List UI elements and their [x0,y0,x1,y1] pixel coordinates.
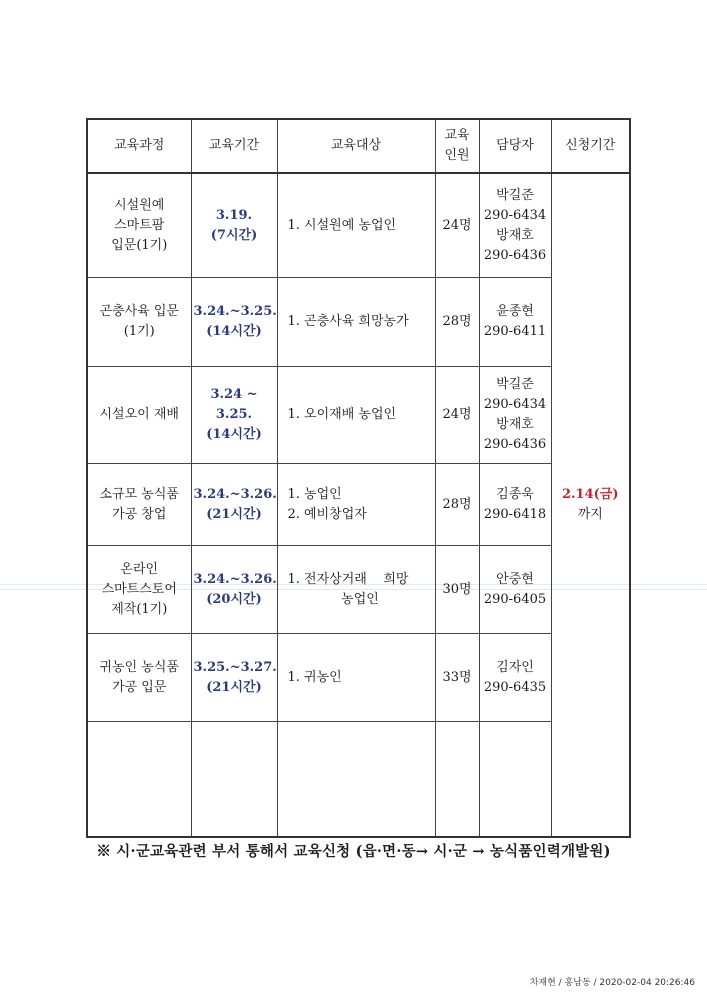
target-cell: 1. 전자상거래 희망 농업인 [277,546,435,634]
contact-cell: 윤종현 290-6411 [479,278,551,367]
contact-cell: 박길준 290-6434 방재호 290-6436 [479,173,551,278]
target-cell: 1. 오이재배 농업인 [277,367,435,464]
document-footer: 차재현 / 홍남동 / 2020-02-04 20:26:46 [529,978,695,988]
count-cell: 30명 [435,546,479,634]
period-cell: 3.19. (7시간) [191,173,277,278]
empty-cell [191,722,277,838]
table-row [87,173,630,278]
application-note: ※ 시·군교육관련 부서 통해서 교육신청 (읍·면·동→ 시·군 → 농식품인력개발원) [96,843,611,860]
period-cell: 3.24.~3.26. (20시간) [191,546,277,634]
course-cell: 시설원예 스마트팜 입문(1기) [87,173,191,278]
contact-cell: 박길준 290-6434 방재호 290-6436 [479,367,551,464]
contact-cell: 김자인 290-6435 [479,634,551,722]
count-cell: 24명 [435,173,479,278]
empty-cell [479,722,551,838]
course-cell: 소규모 농식품 가공 창업 [87,464,191,546]
count-cell: 28명 [435,278,479,367]
empty-cell [435,722,479,838]
header-period: 교육기간 [191,119,277,173]
header-course: 교육과정 [87,119,191,173]
header-contact: 담당자 [479,119,551,173]
table-row-empty [87,722,630,838]
count-cell: 28명 [435,464,479,546]
target-cell: 1. 곤충사육 희망농가 [277,278,435,367]
target-cell: 1. 농업인 2. 예비창업자 [277,464,435,546]
apply-period-cell: 2.14(금) 까지 [551,173,630,837]
period-cell: 3.24.~3.26. (21시간) [191,464,277,546]
target-cell: 1. 시설원예 농업인 [277,173,435,278]
period-cell: 3.24.~3.25. (14시간) [191,278,277,367]
empty-cell [87,722,191,838]
table-row [87,367,630,464]
period-cell: 3.24 ~ 3.25. (14시간) [191,367,277,464]
course-cell: 시설오이 재배 [87,367,191,464]
table-header-row [87,119,630,173]
table-row [87,464,630,546]
course-cell: 온라인 스마트스토어 제작(1기) [87,546,191,634]
table-row [87,546,630,634]
table-row [87,634,630,722]
education-schedule-table [86,118,631,838]
period-cell: 3.25.~3.27. (21시간) [191,634,277,722]
table-row [87,278,630,367]
empty-cell [277,722,435,838]
header-target: 교육대상 [277,119,435,173]
contact-cell: 김종욱 290-6418 [479,464,551,546]
course-cell: 귀농인 농식품 가공 입문 [87,634,191,722]
header-count: 교육 인원 [435,119,479,173]
course-cell: 곤충사육 입문 (1기) [87,278,191,367]
contact-cell: 안중현 290-6405 [479,546,551,634]
target-cell: 1. 귀농인 [277,634,435,722]
count-cell: 24명 [435,367,479,464]
header-apply-period: 신청기간 [551,119,630,173]
count-cell: 33명 [435,634,479,722]
